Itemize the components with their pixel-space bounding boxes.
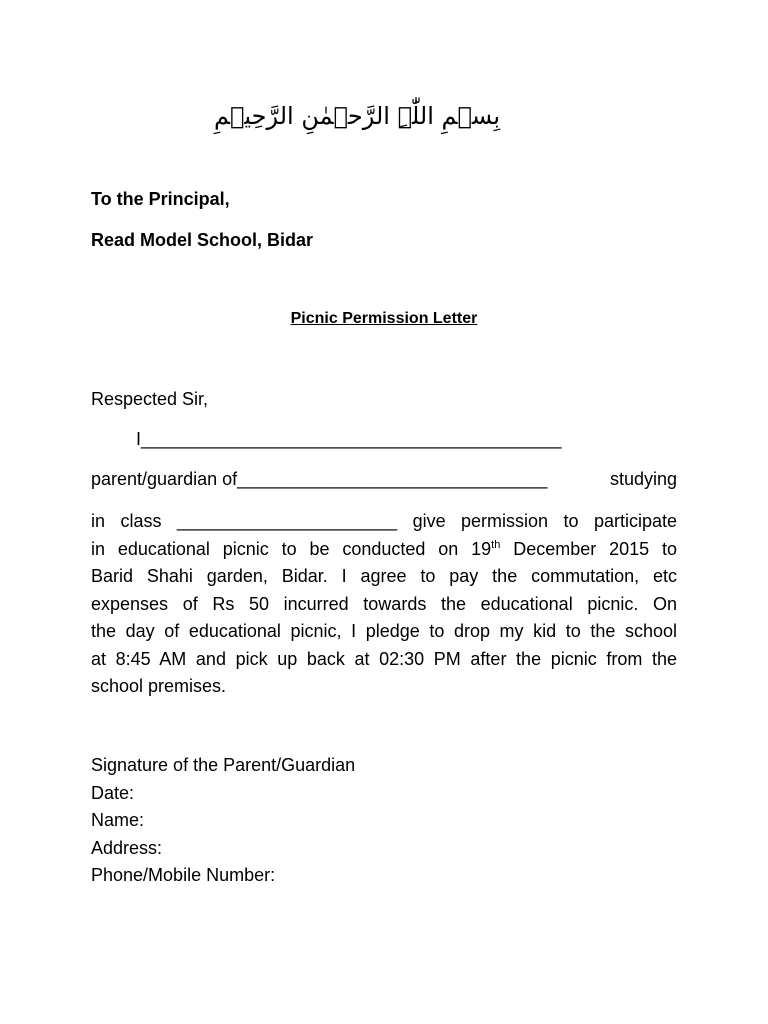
ordinal-suffix: th [491,538,501,551]
recipient-title: To the Principal, [91,189,230,209]
body-line: expenses of Rs 50 incurred towards the educational picnic. On [91,593,677,614]
signature-label: Signature of the Parent/Guardian [91,755,356,775]
body-line: in class ______________________ give permission to participate [91,511,677,531]
body-line: at 8:45 AM and pick up back at 02:30 PM after the picnic from the [91,648,677,669]
name-label: Name: [91,810,145,830]
studying-label: studying [609,469,677,489]
body-line-text: in educational picnic to be conducted on 19 [91,538,492,559]
letter-subject: Picnic Permission Letter [290,310,478,327]
parent-name-blank: I__________________________________________ [136,429,562,449]
body-paragraph [91,508,677,701]
body-line-text: December 2015 to [500,538,677,559]
body-line: Barid Shahi garden, Bidar. I agree to pay the commutation, etc [91,566,677,586]
signature-block [91,752,355,890]
body-line: the day of educational picnic, I pledge to drop my kid to the school [91,621,677,641]
body-line-date [91,536,677,564]
date-label: Date: [91,782,135,803]
phone-label: Phone/Mobile Number: [91,865,276,885]
body-line: school premises. [91,676,227,696]
address-label: Address: [91,837,163,858]
salutation: Respected Sir, [91,389,209,409]
bismillah-calligraphy: بِسۡمِ اللّٰہِ الرَّحۡمٰنِ الرَّحِیۡمِ [214,102,500,130]
recipient-school: Read Model School, Bidar [91,230,314,250]
guardian-of-line [91,468,677,490]
guardian-of-blank: parent/guardian of_______________________________ [91,469,548,489]
